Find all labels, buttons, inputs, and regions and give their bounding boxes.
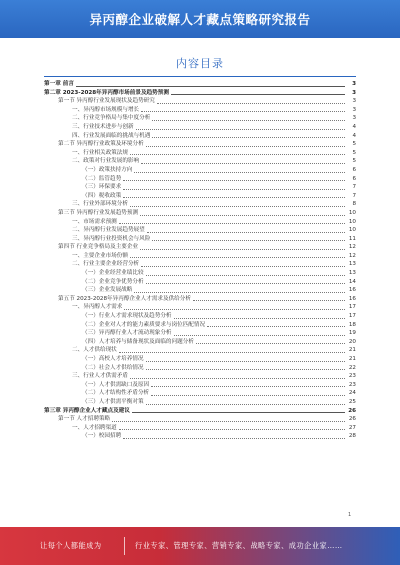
toc-entry-label: 第三章 异丙醇企业人才藏点及建议 <box>44 407 130 414</box>
toc-entry-label: （一）政策扶持方向 <box>82 166 133 173</box>
toc-entry-label: 一、市场需求预测 <box>72 218 117 225</box>
footer-divider <box>124 537 125 555</box>
toc-entry[interactable] <box>44 372 356 381</box>
toc-entry[interactable] <box>44 243 356 252</box>
toc-entry[interactable] <box>44 346 356 355</box>
toc-entry-page: 26 <box>348 416 356 423</box>
toc-entry[interactable] <box>44 149 356 158</box>
toc-leader-line <box>151 395 345 396</box>
toc-entry-page: 17 <box>348 304 356 311</box>
table-of-contents <box>44 80 356 441</box>
toc-entry-page: 18 <box>348 321 356 328</box>
toc-entry-page: 5 <box>352 158 356 165</box>
toc-entry[interactable] <box>44 355 356 364</box>
toc-leader-line <box>152 137 345 138</box>
toc-entry-page: 24 <box>348 390 356 397</box>
toc-entry-page: 3 <box>352 115 356 122</box>
toc-entry-label: （一）企业经营业绩比较 <box>82 270 144 277</box>
toc-entry-page: 12 <box>348 252 356 259</box>
toc-entry[interactable] <box>44 424 356 433</box>
toc-entry[interactable] <box>44 106 356 115</box>
toc-leader-line <box>146 283 345 284</box>
toc-entry[interactable] <box>44 123 356 132</box>
toc-entry-page: 16 <box>348 295 356 302</box>
toc-leader-line <box>146 361 345 362</box>
toc-entry-page: 23 <box>348 373 356 380</box>
toc-leader-line <box>123 180 345 181</box>
toc-leader-line <box>171 94 345 95</box>
toc-leader-line <box>141 163 345 164</box>
toc-entry[interactable] <box>44 175 356 184</box>
toc-entry[interactable] <box>44 260 356 269</box>
footer-slogan: 让每个人都能成为 <box>40 541 102 550</box>
toc-entry-label: 一、主要企业市场份额 <box>72 252 128 259</box>
toc-entry-page: 16 <box>348 287 356 294</box>
toc-entry[interactable] <box>44 312 356 321</box>
toc-entry[interactable] <box>44 286 356 295</box>
toc-entry[interactable] <box>44 398 356 407</box>
toc-leader-line <box>130 206 345 207</box>
toc-entry[interactable] <box>44 407 356 416</box>
toc-leader-line <box>123 189 345 190</box>
toc-entry-label: （三）企业发展战略 <box>82 287 133 294</box>
toc-entry-label: 三、行业外部环境分析 <box>72 201 128 208</box>
toc-entry-page: 13 <box>348 270 356 277</box>
toc-leader-line <box>119 223 345 224</box>
toc-leader-line <box>146 404 345 405</box>
toc-leader-line <box>141 111 345 112</box>
toc-entry-label: （二）人才结构性矛盾分析 <box>82 390 150 397</box>
toc-entry-label: 第四节 行业竞争格局及主要企业 <box>58 244 139 251</box>
toc-entry[interactable] <box>44 89 356 98</box>
toc-entry-page: 10 <box>348 209 356 216</box>
toc-leader-line <box>132 412 345 413</box>
toc-entry[interactable] <box>44 132 356 141</box>
toc-entry-page: 26 <box>348 407 356 414</box>
toc-heading: 内容目录 <box>176 57 224 70</box>
toc-leader-line <box>147 232 345 233</box>
toc-entry[interactable] <box>44 183 356 192</box>
toc-entry-page: 21 <box>348 347 356 354</box>
toc-entry-page: 3 <box>352 81 356 87</box>
toc-leader-line <box>152 240 345 241</box>
toc-entry-label: 第五节 2023-2028年异丙醇企业人才需求及供给分析 <box>58 295 191 302</box>
toc-entry[interactable] <box>44 226 356 235</box>
toc-entry[interactable] <box>44 80 356 89</box>
toc-entry-page: 6 <box>352 166 356 173</box>
toc-leader-line <box>146 369 345 370</box>
toc-entry[interactable] <box>44 209 356 218</box>
toc-leader-line <box>196 343 345 344</box>
toc-entry-label: 一、行业相关政策法规 <box>72 149 128 156</box>
toc-entry-page: 14 <box>348 278 356 285</box>
toc-entry-page: 5 <box>352 141 356 148</box>
toc-entry-label: 一、异丙醇人才需求 <box>72 304 123 311</box>
toc-entry-page: 8 <box>352 201 356 208</box>
toc-entry-page: 10 <box>348 227 356 234</box>
toc-entry-label: （三）人才供需平衡对策 <box>82 398 144 405</box>
toc-entry-label: 二、异丙醇行业发展趋势展望 <box>72 227 145 234</box>
toc-entry[interactable] <box>44 192 356 201</box>
toc-entry-page: 10 <box>348 218 356 225</box>
toc-leader-line <box>119 352 345 353</box>
toc-entry-label: 一、人才招聘渠道 <box>72 424 117 431</box>
toc-entry-label: 第一章 前言 <box>44 81 74 87</box>
toc-entry-label: 一、异丙醇市场规模与增长 <box>72 106 140 113</box>
toc-leader-line <box>141 266 345 267</box>
toc-leader-line <box>130 257 345 258</box>
toc-entry-label: 第一节 异丙醇行业发展现状及趋势研究 <box>58 98 155 105</box>
toc-entry-label: 二、政策对行业发展的影响 <box>72 158 140 165</box>
toc-entry-label: 第二节 异丙醇行业政策及环境分析 <box>58 141 144 148</box>
toc-entry-label: 四、行业发展面临的挑战与机遇 <box>72 132 151 139</box>
toc-leader-line <box>174 318 345 319</box>
toc-entry-page: 13 <box>348 261 356 268</box>
toc-entry-page: 3 <box>352 98 356 105</box>
toc-entry-page: 5 <box>352 149 356 156</box>
toc-entry-page: 4 <box>352 132 356 139</box>
toc-entry[interactable] <box>44 97 356 106</box>
toc-entry-page: 12 <box>348 244 356 251</box>
toc-leader-line <box>174 335 345 336</box>
toc-entry[interactable] <box>44 295 356 304</box>
toc-entry-label: 第一节 人才招聘策略 <box>58 416 111 423</box>
toc-leader-line <box>112 421 345 422</box>
report-footer <box>0 527 400 565</box>
toc-leader-line <box>124 309 345 310</box>
toc-entry-label: （四）人才培养与储备现状及面临的问题分析 <box>82 338 194 345</box>
toc-entry-label: 三、异丙醇行业投资机会与风险 <box>72 235 151 242</box>
toc-leader-line <box>136 129 345 130</box>
toc-entry-page: 7 <box>352 192 356 199</box>
toc-entry-page: 20 <box>348 338 356 345</box>
toc-entry[interactable] <box>44 252 356 261</box>
toc-leader-line <box>134 172 345 173</box>
toc-entry-label: 二、人才供给现状 <box>72 347 117 354</box>
toc-entry-label: 第三节 异丙醇行业发展趋势预测 <box>58 209 139 216</box>
toc-entry-label: （二）企业对人才的能力素质要求与岗位匹配情况 <box>82 321 206 328</box>
toc-entry-page: 25 <box>348 398 356 405</box>
toc-entry-page: 27 <box>348 424 356 431</box>
toc-leader-line <box>151 386 345 387</box>
toc-entry-page: 23 <box>348 381 356 388</box>
toc-entry-label: 三、行业人才供需矛盾 <box>72 373 128 380</box>
toc-entry[interactable] <box>44 278 356 287</box>
toc-leader-line <box>123 197 345 198</box>
toc-leader-line <box>140 215 345 216</box>
toc-leader-line <box>152 120 345 121</box>
toc-entry-label: 三、行业技术进步与创新 <box>72 123 134 130</box>
toc-entry-page: 17 <box>348 313 356 320</box>
toc-leader-line <box>130 378 345 379</box>
toc-entry-label: 二、行业竞争格局与集中度分析 <box>72 115 151 122</box>
toc-leader-line <box>76 86 345 87</box>
toc-entry-page: 6 <box>352 175 356 182</box>
toc-entry[interactable] <box>44 269 356 278</box>
toc-entry-label: （一）行业人才需求现状及趋势分析 <box>82 313 172 320</box>
toc-entry-page: 3 <box>352 106 356 113</box>
toc-leader-line <box>140 249 345 250</box>
toc-entry-label: （二）社会人才供给情况 <box>82 364 144 371</box>
toc-entry[interactable] <box>44 140 356 149</box>
toc-leader-line <box>146 275 345 276</box>
toc-entry-label: （一）高校人才培养情况 <box>82 356 144 362</box>
toc-entry-page: 7 <box>352 184 356 191</box>
toc-leader-line <box>207 326 345 327</box>
toc-divider <box>44 76 356 77</box>
toc-entry[interactable] <box>44 381 356 390</box>
toc-leader-line <box>130 154 345 155</box>
footer-tagline: 行业专家、管理专家、营销专家、战略专家、成功企业家…… <box>135 541 343 550</box>
report-title: 异丙醇企业破解人才藏点策略研究报告 <box>89 12 311 27</box>
toc-leader-line <box>157 103 345 104</box>
toc-entry-label: （二）监管趋势 <box>82 175 122 182</box>
toc-entry[interactable] <box>44 415 356 424</box>
toc-leader-line <box>193 300 345 301</box>
toc-entry[interactable] <box>44 166 356 175</box>
toc-entry-label: （一）人才供需缺口及原因 <box>82 381 150 388</box>
toc-entry-label: 第二章 2023-2028年异丙醇市场前景及趋势预测 <box>44 89 169 96</box>
toc-entry-page: 28 <box>348 433 356 440</box>
toc-entry-page: 4 <box>352 123 356 130</box>
toc-entry-page: 19 <box>348 330 356 337</box>
toc-entry[interactable] <box>44 235 356 244</box>
toc-entry[interactable] <box>44 321 356 330</box>
toc-entry-label: （四）税收政策 <box>82 192 122 199</box>
toc-entry-page: 22 <box>348 364 356 371</box>
toc-entry[interactable] <box>44 338 356 347</box>
toc-entry[interactable] <box>44 303 356 312</box>
toc-entry-page: 21 <box>348 356 356 362</box>
toc-entry-label: （二）企业竞争优势分析 <box>82 278 144 285</box>
toc-entry-page: 11 <box>348 235 356 242</box>
toc-entry-label: 二、行业主要企业经营分析 <box>72 261 140 268</box>
toc-entry[interactable] <box>44 364 356 373</box>
toc-entry-label: （三）异丙醇行业人才流动现象分析 <box>82 330 172 337</box>
toc-entry[interactable] <box>44 432 356 441</box>
toc-entry[interactable] <box>44 218 356 227</box>
toc-entry-label: （三）环保要求 <box>82 184 122 191</box>
toc-leader-line <box>134 292 345 293</box>
toc-entry[interactable] <box>44 157 356 166</box>
page-marker: 1 <box>348 512 352 518</box>
toc-entry[interactable] <box>44 389 356 398</box>
toc-leader-line <box>146 146 345 147</box>
toc-entry-label: （一）校园招聘 <box>82 433 122 440</box>
toc-leader-line <box>123 438 345 439</box>
toc-entry-page: 3 <box>352 89 356 96</box>
report-header <box>0 0 400 38</box>
toc-entry[interactable] <box>44 329 356 338</box>
toc-leader-line <box>119 429 345 430</box>
toc-entry[interactable] <box>44 200 356 209</box>
toc-entry[interactable] <box>44 114 356 123</box>
